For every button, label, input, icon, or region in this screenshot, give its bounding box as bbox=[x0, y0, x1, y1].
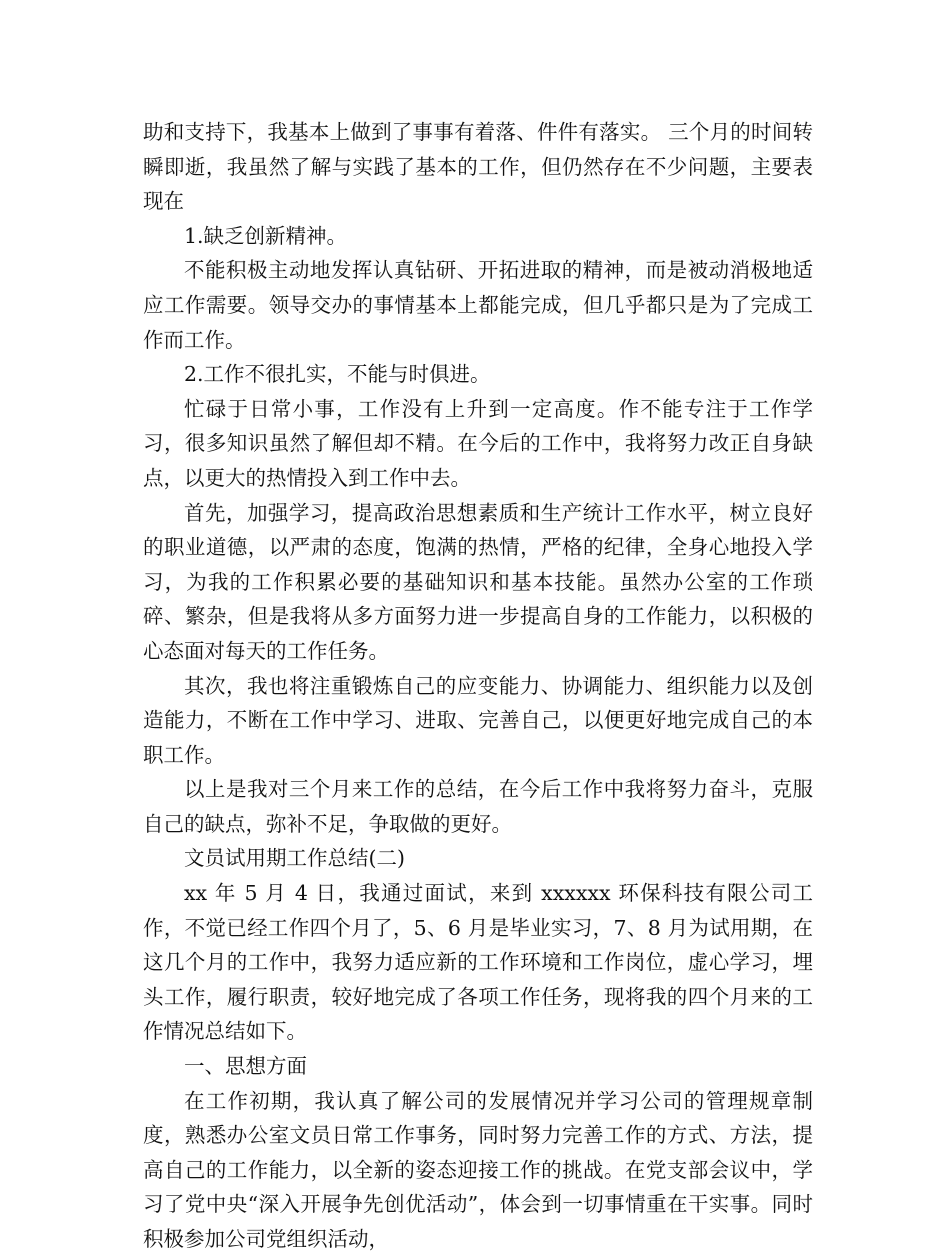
list-item-heading: 2.工作不很扎实，不能与时俱进。 bbox=[184, 362, 491, 387]
paragraph: 忙碌于日常小事，工作没有上升到一定高度。作不能专注于工作学习，很多知识虽然了解但却不精。在今后的工作中，我将努力改正自身缺点，以更大的热情投入到工作中去。 bbox=[143, 396, 813, 490]
document-body bbox=[143, 115, 813, 1257]
paragraph: 助和支持下，我基本上做到了事事有着落、件件有落实。 三个月的时间转瞬即逝，我虽然了解与实践了基本的工作，但仍然存在不少问题，主要表现在 bbox=[143, 120, 813, 214]
paragraph: 不能积极主动地发挥认真钻研、开拓进取的精神，而是被动消极地适应工作需要。领导交办的事情基本上都能完成，但几乎都只是为了完成工作而工作。 bbox=[143, 258, 813, 352]
paragraph: xx 年 5 月 4 日，我通过面试，来到 xxxxxx 环保科技有限公司工作，不觉已经工作四个月了，5、6 月是毕业实习，7、8 月为试用期，在这几个月的工作中，我努力适应新的工作环境和工作岗位，虚心学习，埋头工作，履行职责，较好地完成了各项工作任务，现将我的四个月来的工作情况总结如下。 bbox=[143, 881, 813, 1044]
paragraph: 以上是我对三个月来工作的总结，在今后工作中我将努力奋斗，克服自己的缺点，弥补不足，争取做的更好。 bbox=[143, 777, 813, 836]
list-item-heading: 1.缺乏创新精神。 bbox=[184, 223, 348, 248]
section-title: 文员试用期工作总结(二) bbox=[184, 846, 405, 871]
paragraph: 在工作初期，我认真了解公司的发展情况并学习公司的管理规章制度，熟悉办公室文员日常工作事务，同时努力完善工作的方式、方法，提高自己的工作能力，以全新的姿态迎接工作的挑战。在党支部会议中，学习了党中央“深入开展争先创优活动”，体会到一切事情重在干实事。同时积极参加公司党组织活动， bbox=[143, 1088, 813, 1251]
section-heading: 一、思想方面 bbox=[184, 1054, 307, 1079]
paragraph: 其次，我也将注重锻炼自己的应变能力、协调能力、组织能力以及创造能力，不断在工作中学习、进取、完善自己，以便更好地完成自己的本职工作。 bbox=[143, 673, 813, 767]
paragraph: 首先，加强学习，提高政治思想素质和生产统计工作水平，树立良好的职业道德，以严肃的态度，饱满的热情，严格的纪律，全身心地投入学习，为我的工作积累必要的基础知识和基本技能。虽然办公室的工作琐碎、繁杂，但是我将从多方面努力进一步提高自身的工作能力，以积极的心态面对每天的工作任务。 bbox=[143, 500, 813, 663]
